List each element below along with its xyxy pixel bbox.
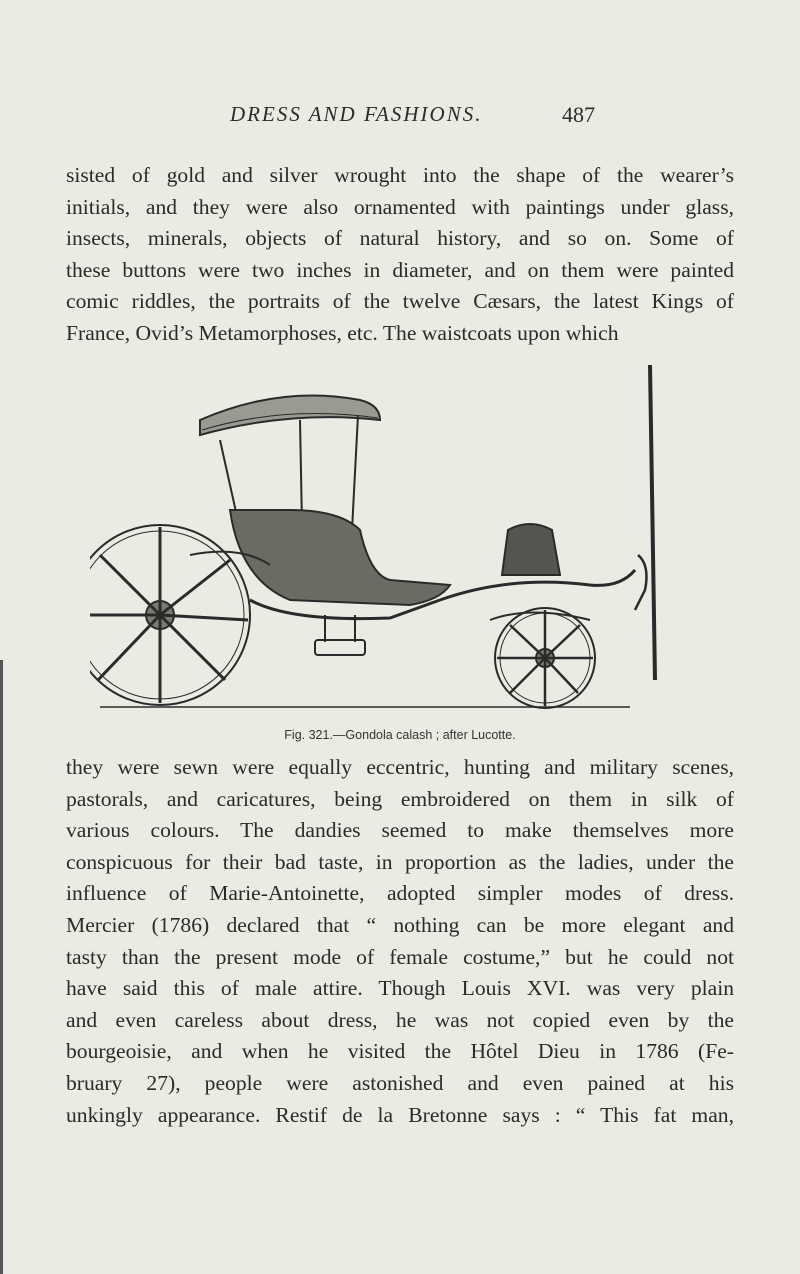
text-line: insects, minerals, objects of natural history, and so on. Some of: [66, 226, 734, 251]
text-line: Mercier (1786) declared that “ nothing can be more elegant and: [66, 912, 734, 937]
text-line: these buttons were two inches in diameter, and on them were painted: [66, 257, 734, 282]
figure-gondola-calash: [90, 360, 670, 715]
text-line: and even careless about dress, he was not copied even by the: [66, 1007, 734, 1032]
text-line: various colours. The dandies seemed to make themselves more: [66, 818, 734, 843]
running-title: DRESS AND FASHIONS.: [230, 102, 483, 126]
text-line: sisted of gold and silver wrought into the shape of the wearer’s: [66, 163, 734, 187]
figure-caption: Fig. 321.—Gondola calash ; after Lucotte.: [284, 728, 516, 742]
page-header: [0, 98, 800, 138]
text-line: bruary 27), people were astonished and even pained at his: [66, 1070, 734, 1095]
text-line: influence of Marie-Antoinette, adopted simpler modes of dress.: [66, 881, 734, 906]
page-number: 487: [562, 102, 595, 127]
text-line: conspicuous for their bad taste, in proportion as the ladies, under the: [66, 849, 734, 874]
text-line: comic riddles, the portraits of the twelve Cæsars, the latest Kings of: [66, 289, 734, 314]
text-line: unkingly appearance. Restif de la Bretonne says : “ This fat man,: [66, 1102, 734, 1127]
paragraph-bottom: [66, 752, 734, 1131]
text-line: pastorals, and caricatures, being embroidered on them in silk of: [66, 786, 734, 811]
text-line: initials, and they were also ornamented with paintings under glass,: [66, 194, 734, 219]
text-line: have said this of male attire. Though Louis XVI. was very plain: [66, 976, 734, 1001]
text-line: bourgeoisie, and when he visited the Hôtel Dieu in 1786 (Fe-: [66, 1039, 734, 1064]
scan-edge-shadow: [0, 660, 3, 1274]
text-line: they were sewn were equally eccentric, hunting and military scenes,: [66, 755, 734, 779]
text-line: tasty than the present mode of female costume,” but he could not: [66, 944, 734, 969]
text-line: France, Ovid’s Metamorphoses, etc. The waistcoats upon which: [66, 320, 619, 345]
carriage-illustration: [90, 360, 670, 715]
paragraph-top: [66, 160, 734, 350]
